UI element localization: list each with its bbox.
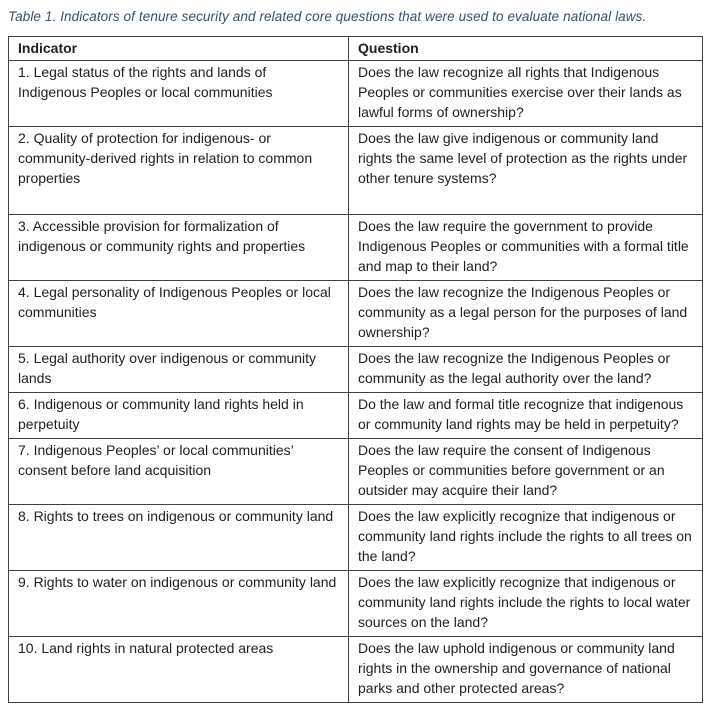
indicator-cell: 5. Legal authority over indigenous or community lands — [9, 347, 349, 393]
table-caption: Table 1. Indicators of tenure security and related core questions that were used to evaluate national laws. — [8, 9, 647, 24]
table-row — [9, 347, 703, 393]
table-row — [9, 215, 703, 281]
indicators-table — [8, 36, 703, 703]
question-cell: Does the law uphold indigenous or community land rights in the ownership and governance of national parks and other protected areas? — [349, 637, 703, 703]
indicator-cell: 8. Rights to trees on indigenous or community land — [9, 505, 349, 571]
question-cell: Does the law give indigenous or community land rights the same level of protection as the rights under other tenure systems? — [349, 127, 703, 215]
table-row — [9, 127, 703, 215]
table-row — [9, 61, 703, 127]
indicator-cell: 4. Legal personality of Indigenous Peoples or local communities — [9, 281, 349, 347]
question-cell: Does the law explicitly recognize that indigenous or community land rights include the rights to local water sources on the land? — [349, 571, 703, 637]
table-row — [9, 571, 703, 637]
indicator-cell: 2. Quality of protection for indigenous- or community-derived rights in relation to common properties — [9, 127, 349, 215]
table-row — [9, 505, 703, 571]
indicator-cell: 9. Rights to water on indigenous or community land — [9, 571, 349, 637]
header-indicator: Indicator — [9, 37, 349, 61]
table-header-row — [9, 37, 703, 61]
table-row — [9, 439, 703, 505]
question-cell: Does the law require the consent of Indigenous Peoples or communities before government or an outsider may acquire their land? — [349, 439, 703, 505]
indicator-cell: 6. Indigenous or community land rights held in perpetuity — [9, 393, 349, 439]
indicator-cell: 3. Accessible provision for formalization of indigenous or community rights and properties — [9, 215, 349, 281]
indicator-cell: 1. Legal status of the rights and lands of Indigenous Peoples or local communities — [9, 61, 349, 127]
question-cell: Does the law recognize the Indigenous Peoples or community as the legal authority over the land? — [349, 347, 703, 393]
question-cell: Do the law and formal title recognize that indigenous or community land rights may be held in perpetuity? — [349, 393, 703, 439]
table-row — [9, 637, 703, 703]
table-row — [9, 281, 703, 347]
indicator-cell: 10. Land rights in natural protected areas — [9, 637, 349, 703]
question-cell: Does the law recognize all rights that Indigenous Peoples or communities exercise over their lands as lawful forms of ownership? — [349, 61, 703, 127]
header-question: Question — [349, 37, 703, 61]
question-cell: Does the law require the government to provide Indigenous Peoples or communities with a formal title and map to their land? — [349, 215, 703, 281]
indicator-cell: 7. Indigenous Peoples’ or local communities’ consent before land acquisition — [9, 439, 349, 505]
question-cell: Does the law explicitly recognize that indigenous or community land rights include the rights to all trees on the land? — [349, 505, 703, 571]
table-row — [9, 393, 703, 439]
question-cell: Does the law recognize the Indigenous Peoples or community as a legal person for the purposes of land ownership? — [349, 281, 703, 347]
